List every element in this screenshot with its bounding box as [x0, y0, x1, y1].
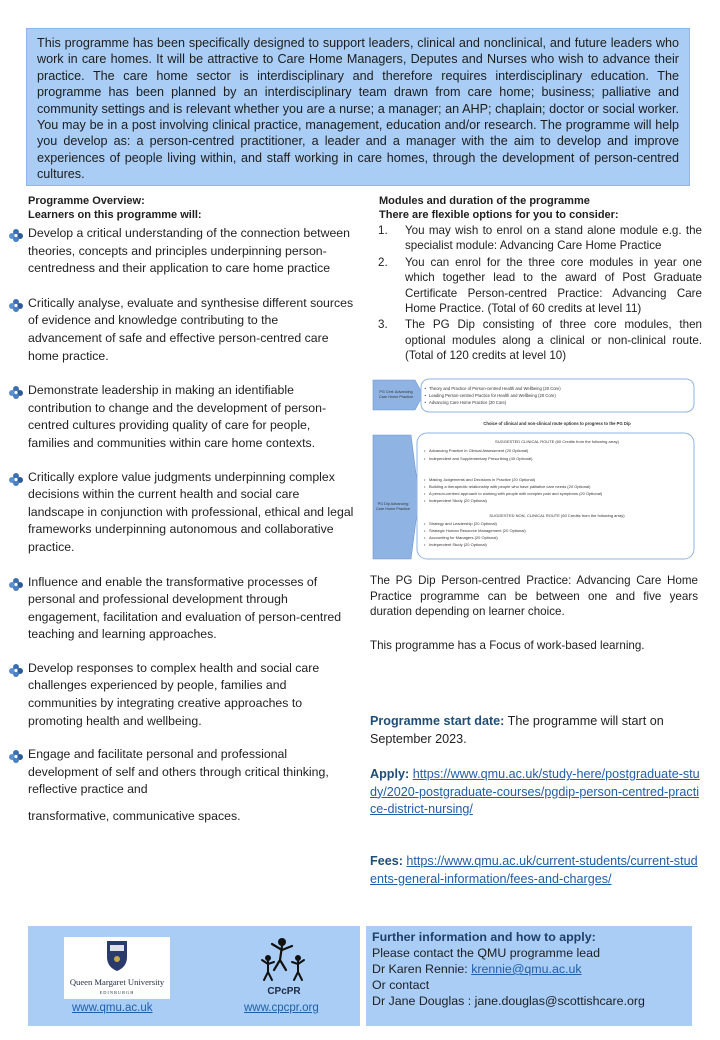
module-bullet-icon: • — [424, 456, 426, 461]
bullet-icon — [8, 748, 24, 764]
module-bullet-icon: • — [424, 542, 426, 547]
info-line: Dr Karen Rennie: krennie@qmu.ac.uk — [372, 962, 582, 976]
cpcpr-people-icon — [254, 934, 314, 998]
core-bullet-icon: • — [424, 393, 426, 398]
bullet-icon — [8, 471, 24, 487]
pgdip-label-1: PG Dip Advancing — [377, 502, 409, 506]
core-bullet-icon: • — [424, 400, 426, 405]
fees-section — [370, 853, 700, 888]
intro-text: This programme has been specifically designed to support leaders, clinical and nonclinical, and future leaders who work in care homes. It will be attractive to Care Home Managers, Deputes and Nurses who wish to advance their practice. The care home sector is interdisciplinary and therefore requires interdisciplinary education. The programme has been planned by an interdisciplinary team drawn from care home; business; palliative and community settings and is relevant whether you are a nurse; a manager; an AHP; chaplain; doctor or social worker. You may be in a post involving clinical practice, management, education and/or research. The programme will help you develop as: a person-centred practitioner, a leader and a manager with the aim to develop and improve experiences of people living within, and staff working in care homes, through the development of person-centred cultures. — [37, 36, 679, 182]
module-bullet-icon: • — [424, 528, 426, 533]
pgdip-duration-text: The PG Dip Person-centred Practice: Advancing Care Home Practice programme can be between one and five years duration depending on learner choice. — [370, 574, 698, 619]
module-bullet-icon: • — [424, 498, 426, 503]
shared-module: Building a therapeutic relationship with people who have palliative care needs (20 Optional) — [429, 484, 591, 489]
modules-subheading: There are flexible options for you to consider: — [379, 209, 619, 221]
fees-link[interactable]: https://www.qmu.ac.uk/current-students/current-students-general-information/fees-and-charges/ — [370, 854, 698, 886]
pgcert-label-1: PG Cert: Advancing — [379, 390, 413, 394]
overview-subheading: Learners on this programme will: — [28, 209, 202, 221]
list-item: Critically analyse, evaluate and synthesise different sources of evidence and knowledge contributing to the advancement of safe and effective person-centred care home practice. — [10, 295, 355, 365]
bullet-icon — [8, 227, 24, 243]
intro-panel — [26, 28, 690, 186]
clinical-route-heading: SUGGESTED CLINICAL ROUTE (60 Credits from the following array) — [495, 439, 619, 444]
module-bullet-icon: • — [424, 477, 426, 482]
start-label: Programme start date: — [370, 714, 505, 728]
qmu-logo — [64, 937, 170, 999]
overview-heading: Programme Overview: — [28, 195, 145, 207]
module-bullet-icon: • — [424, 484, 426, 489]
learning-outcomes-list — [10, 225, 355, 799]
shared-module: Making Judgements and Decisions in Practice (20 Optional) — [429, 477, 536, 482]
info-line: Or contact — [372, 978, 430, 992]
list-item: 3. The PG Dip consisting of three core modules, then optional modules along a clinical or non-clinical route. (Total of 120 credits at level 10) — [378, 318, 702, 363]
module-bullet-icon: • — [424, 521, 426, 526]
fees-label: Fees: — [370, 854, 403, 868]
nonclinical-module: Independent Study (20 Optional) — [429, 542, 487, 547]
further-information-panel — [366, 926, 692, 1026]
route-choice-text: Choice of clinical and non-clinical route options to progress to the PG Dip — [483, 421, 631, 426]
start-text: The programme will start on September 2023. — [370, 714, 664, 746]
cpcpr-logo — [254, 934, 314, 998]
apply-section — [370, 766, 700, 819]
list-item: Influence and enable the transformative processes of personal and professional development through engagement, facilitation and evaluation of person-centred teaching and learning approaches. — [10, 574, 355, 644]
modules-heading: Modules and duration of the programme — [379, 195, 590, 207]
work-based-learning-text: This programme has a Focus of work-based learning. — [370, 639, 645, 652]
logo-panel — [28, 926, 360, 1026]
info-title: Further information and how to apply: — [372, 930, 596, 944]
cpcpr-website-link[interactable]: www.cpcpr.org — [244, 1002, 319, 1014]
programme-overview — [10, 194, 355, 824]
list-item: Engage and facilitate personal and professional development of self and others through critical thinking, reflective practice and — [10, 746, 355, 799]
list-item: 2. You can enrol for the three core modules in year one which together lead to the award of Post Graduate Certificate Person-centred Practice: Advancing Care Home Practice. (Total of 60 credits at level 11) — [378, 255, 702, 316]
apply-label: Apply: — [370, 767, 410, 781]
list-item: 1. You may wish to enrol on a stand alone module e.g. the specialist module: Advancing Care Home Practice — [378, 224, 702, 253]
outcome-continuation: transformative, communicative spaces. — [28, 809, 241, 824]
qmu-city: EDINBURGH — [99, 990, 135, 995]
shared-module: Independent Study (20 Optional) — [429, 498, 487, 503]
list-item: Demonstrate leadership in making an identifiable contribution to change and the development of person-centred cultures providing quality of care for people, families and communities within care home contexts. — [10, 382, 355, 452]
module-bullet-icon: • — [424, 491, 426, 496]
module-bullet-icon: • — [424, 535, 426, 540]
cpcpr-name: CPcPR — [267, 986, 301, 997]
pgcert-label-2: Care Home Practice — [378, 395, 414, 399]
qmu-name: Queen Margaret University — [69, 977, 165, 987]
nonclinical-module: Strategic Human Resource Management (20 Optional) — [429, 528, 526, 533]
qmu-crest-icon — [64, 937, 170, 999]
modules-list — [370, 223, 705, 364]
apply-link[interactable]: https://www.qmu.ac.uk/study-here/postgraduate-study/2020-postgraduate-courses/pgdip-person-centred-practice-district-nursing/ — [370, 767, 700, 817]
info-line: Please contact the QMU programme lead — [372, 946, 600, 960]
start-date — [370, 712, 700, 748]
bullet-icon — [8, 576, 24, 592]
bullet-icon — [8, 662, 24, 678]
list-item: Critically explore value judgments underpinning complex decisions within the current health and social care landscape in conjunction with professional, ethical and legal frameworks underpinning autonomous and collaborative practice. — [10, 469, 355, 557]
bullet-icon — [8, 384, 24, 400]
bullet-icon — [8, 297, 24, 313]
modules-section — [370, 194, 705, 365]
info-line: Dr Jane Douglas : jane.douglas@scottishcare.org — [372, 994, 645, 1008]
core-module: Leading Person-centred Practice for Health and Wellbeing (20 Core) — [429, 393, 556, 398]
list-item: Develop a critical understanding of the connection between theories, concepts and principles underpinning person-centredness and their application to care home practice — [10, 225, 355, 278]
nonclinical-module: Strategy and Leadership (20 Optional) — [429, 521, 497, 526]
programme-structure-diagram — [371, 377, 698, 561]
shared-module: A person-centred approach to working with people with complex pain and symptoms (20 Optional) — [429, 491, 603, 496]
qmu-website-link[interactable]: www.qmu.ac.uk — [72, 1002, 153, 1014]
nonclinical-module: Accounting for Managers (20 Optional) — [429, 535, 498, 540]
list-item: Develop responses to complex health and social care challenges experienced by people, families and communities by integrating creative approaches to promoting health and wellbeing. — [10, 660, 355, 730]
karen-email-link[interactable]: krennie@qmu.ac.uk — [471, 962, 582, 976]
core-module: Advancing Care Home Practice (20 Core) — [429, 400, 507, 405]
core-bullet-icon: • — [424, 386, 426, 391]
clinical-module: Independent and Supplementary Prescribing (40 Optional) — [429, 456, 533, 461]
pgdip-arrow — [373, 435, 419, 559]
nonclinical-route-heading: SUGGESTED NON- CLINICAL ROUTE (60 Credits from the following array) — [489, 513, 625, 518]
core-module: Theory and Practice of Person-centred Health and Wellbeing (20 Core) — [429, 386, 561, 391]
module-bullet-icon: • — [424, 448, 426, 453]
pgdip-label-2: Care Home Practice — [375, 507, 411, 511]
clinical-module: Advancing Practice in Clinical Assessment (20 Optional) — [429, 448, 529, 453]
